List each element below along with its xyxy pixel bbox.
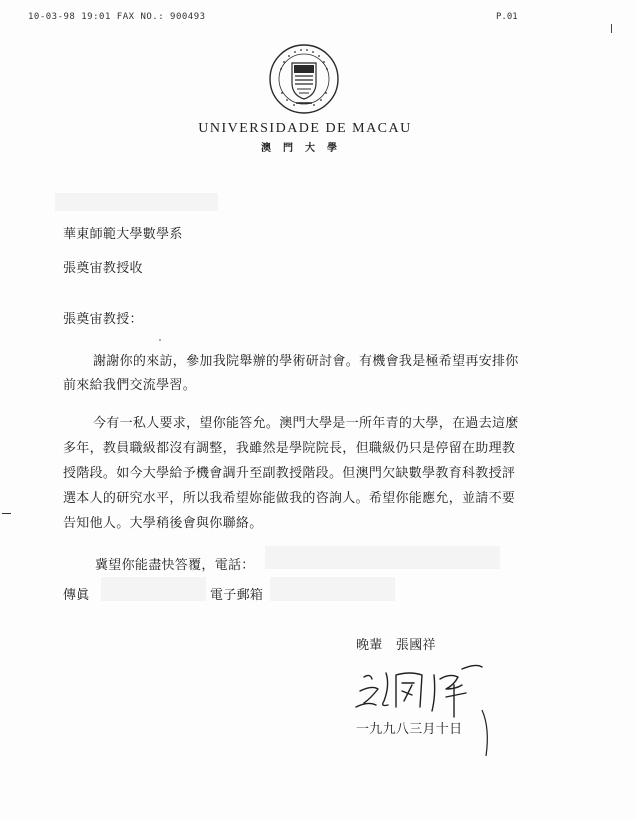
body-line: 選本人的研究水平，所以我希望妳能做我的咨詢人。希望你能應允，並請不要 bbox=[63, 491, 516, 506]
recipient-name: 張奠宙教授收 bbox=[63, 261, 143, 276]
body-line: 告知他人。大學稍後會與你聯絡。 bbox=[63, 516, 263, 531]
handwritten-signature-icon bbox=[350, 655, 500, 755]
salutation: 張奠宙教授： bbox=[63, 312, 143, 327]
fax-page-number: P.01 bbox=[496, 12, 518, 22]
stray-mark bbox=[159, 339, 161, 341]
body-line: 多年，教員職級都沒有調整，我雖然是學院院長，但職級仍只是停留在助理教 bbox=[63, 441, 516, 456]
redacted-block bbox=[55, 193, 218, 211]
edge-mark bbox=[611, 24, 612, 33]
letter-date: 一九九八三月十日 bbox=[356, 722, 463, 737]
sign-off: 晚輩 張國祥 bbox=[356, 638, 436, 653]
body-paragraph-1 bbox=[63, 350, 519, 398]
redacted-fax bbox=[101, 577, 206, 601]
recipient-department: 華東師範大學數學系 bbox=[63, 227, 183, 242]
fax-label: 傳眞 bbox=[63, 588, 90, 603]
body-line: 授階段。如今大學給予機會調升至副教授階段。但澳門欠缺數學教育科教授評 bbox=[63, 466, 516, 481]
body-line: 今有一私人要求，望你能答允。澳門大學是一所年青的大學，在過去這麼 bbox=[93, 416, 519, 431]
university-name-chinese: 澳門大學 bbox=[261, 143, 349, 154]
body-line: 前來給我們交流學習。 bbox=[63, 378, 197, 393]
body-line: 謝謝你的來訪，參加我院舉辦的學術研討會。有機會我是極希望再安排你 bbox=[93, 354, 519, 369]
date-underline bbox=[480, 708, 494, 758]
body-paragraph-2 bbox=[63, 411, 519, 536]
university-seal-icon bbox=[268, 43, 340, 115]
university-name-portuguese: UNIVERSIDADE DE MACAU bbox=[198, 121, 412, 136]
margin-mark bbox=[2, 513, 11, 514]
email-label: 電子郵箱 bbox=[210, 588, 264, 603]
fax-transmission-header: 10-03-98 19:01 FAX NO.: 900493 bbox=[28, 12, 206, 22]
redacted-email bbox=[270, 577, 395, 601]
reply-request: 冀望你能盡快答覆，電話： bbox=[95, 558, 255, 573]
redacted-phone bbox=[265, 546, 500, 569]
